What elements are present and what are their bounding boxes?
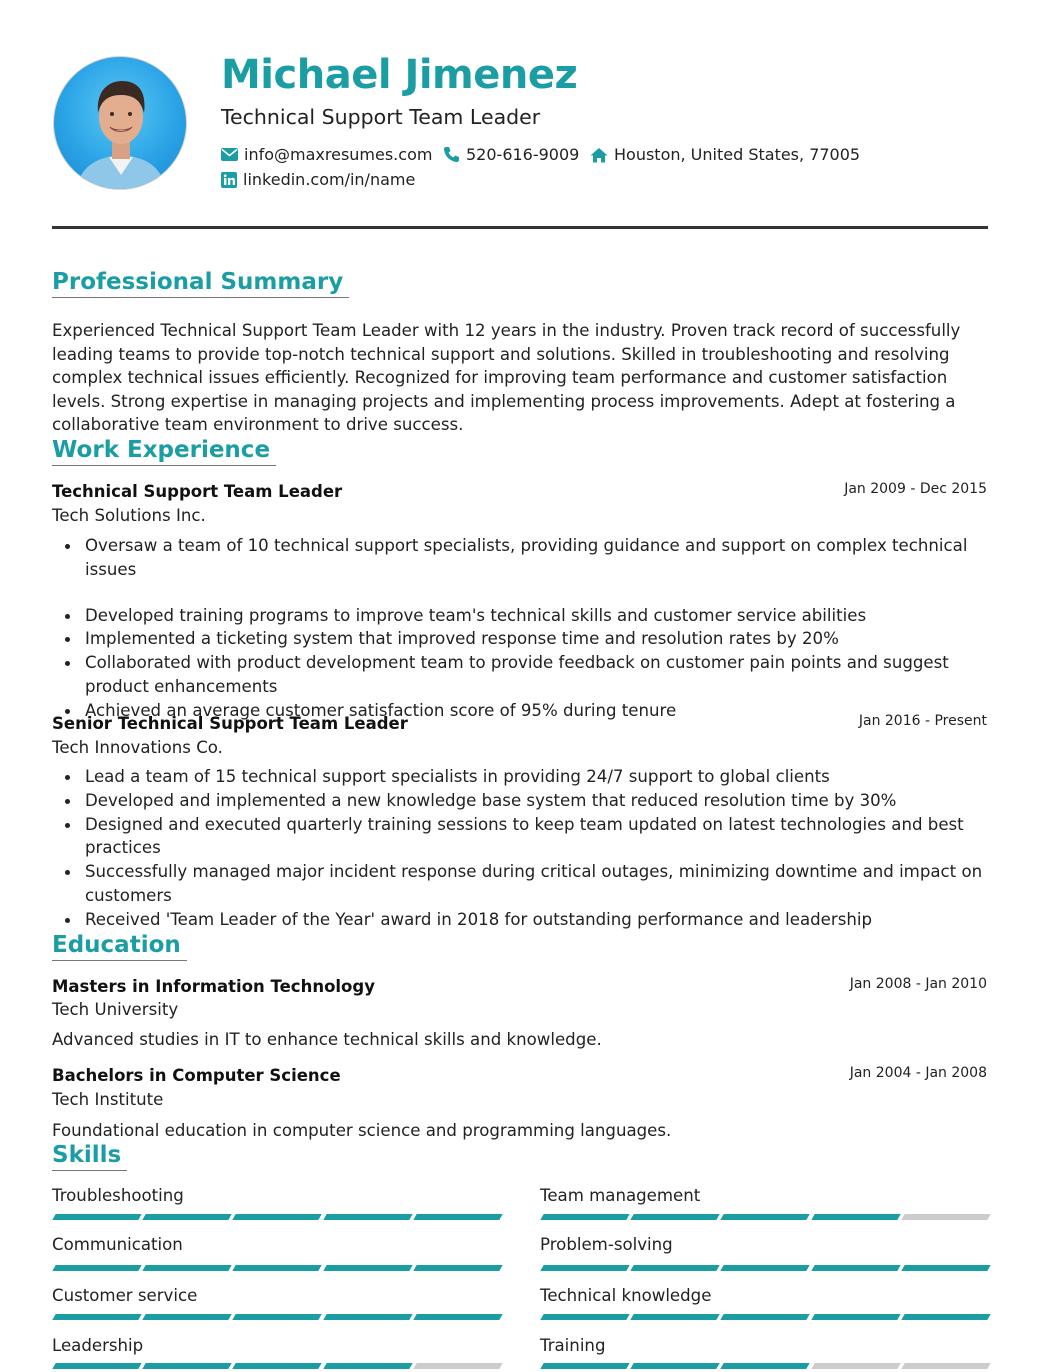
skill-level-segment bbox=[142, 1363, 232, 1369]
candidate-name: Michael Jimenez bbox=[221, 52, 578, 98]
school-name: Tech Institute bbox=[52, 1090, 164, 1109]
list-item: Oversaw a team of 10 technical support specialists, providing guidance and support on complex technical issues bbox=[52, 534, 992, 582]
skill-level-segment bbox=[811, 1265, 901, 1271]
candidate-title: Technical Support Team Leader bbox=[221, 105, 541, 129]
skill-level-segment bbox=[630, 1363, 720, 1369]
job-title: Technical Support Team Leader bbox=[52, 482, 343, 501]
job-dates: Jan 2016 - Present bbox=[858, 713, 987, 729]
profile-photo bbox=[53, 56, 187, 190]
job-bullets bbox=[52, 534, 992, 723]
list-item: Developed training programs to improve team's technical skills and customer service abilities bbox=[52, 604, 992, 628]
skill-level-segment bbox=[52, 1265, 142, 1271]
degree-title: Masters in Information Technology bbox=[52, 977, 375, 996]
skill-level-segment bbox=[323, 1214, 413, 1220]
linkedin-icon bbox=[221, 172, 237, 188]
linkedin-text: linkedin.com/in/name bbox=[243, 170, 416, 189]
skill-label: Leadership bbox=[52, 1336, 144, 1355]
job-dates: Jan 2009 - Dec 2015 bbox=[844, 481, 987, 497]
skill-level-segment bbox=[413, 1363, 503, 1369]
school-name: Tech University bbox=[52, 1000, 179, 1019]
list-item: Successfully managed major incident response during critical outages, minimizing downtime and impact on customers bbox=[52, 860, 992, 908]
skill-bar bbox=[542, 1214, 989, 1220]
list-item: Designed and executed quarterly training sessions to keep team updated on latest technologies and best practices bbox=[52, 813, 992, 861]
skill-bar bbox=[542, 1314, 989, 1320]
skill-level-segment bbox=[540, 1363, 630, 1369]
skill-level-segment bbox=[721, 1214, 811, 1220]
education-description: Advanced studies in IT to enhance technical skills and knowledge. bbox=[52, 1030, 602, 1049]
skill-level-segment bbox=[721, 1314, 811, 1320]
job-company: Tech Innovations Co. bbox=[52, 738, 223, 757]
header-divider bbox=[52, 226, 988, 229]
skill-level-segment bbox=[142, 1314, 232, 1320]
skill-level-segment bbox=[142, 1214, 232, 1220]
skill-level-segment bbox=[811, 1363, 901, 1369]
job-company: Tech Solutions Inc. bbox=[52, 506, 206, 525]
person-illustration bbox=[54, 57, 187, 190]
skill-level-segment bbox=[721, 1265, 811, 1271]
location-text: Houston, United States, 77005 bbox=[614, 145, 861, 164]
skill-label: Training bbox=[540, 1336, 606, 1355]
skill-level-segment bbox=[901, 1363, 991, 1369]
skill-level-segment bbox=[901, 1214, 991, 1220]
skill-level-segment bbox=[630, 1265, 720, 1271]
list-item: Collaborated with product development team to provide feedback on customer pain points and suggest product enhancements bbox=[52, 651, 992, 699]
skill-level-segment bbox=[323, 1363, 413, 1369]
list-item: Implemented a ticketing system that improved response time and resolution rates by 20% bbox=[52, 627, 992, 651]
contact-phone[interactable] bbox=[443, 145, 579, 164]
education-description: Foundational education in computer science and programming languages. bbox=[52, 1121, 672, 1140]
skill-level-segment bbox=[52, 1214, 142, 1220]
skill-label: Problem-solving bbox=[540, 1235, 673, 1254]
skill-level-segment bbox=[233, 1363, 323, 1369]
skill-level-segment bbox=[901, 1314, 991, 1320]
list-item: Developed and implemented a new knowledge base system that reduced resolution time by 30% bbox=[52, 789, 992, 813]
skill-level-segment bbox=[233, 1214, 323, 1220]
skill-level-segment bbox=[413, 1214, 503, 1220]
skill-level-segment bbox=[540, 1265, 630, 1271]
phone-icon bbox=[443, 146, 460, 163]
skill-level-segment bbox=[540, 1214, 630, 1220]
skill-label: Communication bbox=[52, 1235, 183, 1254]
skill-bar bbox=[54, 1214, 501, 1220]
skill-level-segment bbox=[630, 1314, 720, 1320]
education-dates: Jan 2004 - Jan 2008 bbox=[849, 1065, 987, 1081]
job-bullets bbox=[52, 765, 992, 932]
skill-level-segment bbox=[52, 1314, 142, 1320]
skill-level-segment bbox=[413, 1314, 503, 1320]
job-title: Senior Technical Support Team Leader bbox=[52, 714, 408, 733]
skill-level-segment bbox=[52, 1363, 142, 1369]
skill-level-segment bbox=[323, 1265, 413, 1271]
list-item: Lead a team of 15 technical support specialists in providing 24/7 support to global clients bbox=[52, 765, 992, 789]
degree-title: Bachelors in Computer Science bbox=[52, 1066, 341, 1085]
skill-level-segment bbox=[811, 1314, 901, 1320]
skill-bar bbox=[542, 1265, 989, 1271]
skill-bar bbox=[54, 1314, 501, 1320]
skill-bar bbox=[542, 1363, 989, 1369]
contact-email[interactable] bbox=[221, 145, 432, 164]
skill-level-segment bbox=[540, 1314, 630, 1320]
home-icon bbox=[590, 147, 608, 163]
skill-level-segment bbox=[901, 1265, 991, 1271]
contact-linkedin[interactable] bbox=[221, 170, 415, 189]
skill-level-segment bbox=[721, 1363, 811, 1369]
skill-label: Customer service bbox=[52, 1286, 198, 1305]
phone-text: 520-616-9009 bbox=[466, 145, 580, 164]
skill-level-segment bbox=[233, 1265, 323, 1271]
skill-level-segment bbox=[233, 1314, 323, 1320]
skill-level-segment bbox=[142, 1265, 232, 1271]
skill-level-segment bbox=[413, 1265, 503, 1271]
summary-heading: Professional Summary bbox=[52, 269, 349, 298]
skill-label: Troubleshooting bbox=[52, 1186, 184, 1205]
experience-heading: Work Experience bbox=[52, 437, 276, 466]
summary-text: Experienced Technical Support Team Leader with 12 years in the industry. Proven track record of successfully leading teams to provide top-notch technical support and solutions. Skilled in troubleshooting and resolving complex technical issues efficiently. Recognized for improving team performance and customer satisfaction levels. Strong expertise in managing projects and implementing process improvements. Adept at fostering a collaborative team environment to drive success. bbox=[52, 321, 961, 434]
list-item: Received 'Team Leader of the Year' award in 2018 for outstanding performance and leadership bbox=[52, 908, 992, 932]
skill-bar bbox=[54, 1363, 501, 1369]
skill-label: Technical knowledge bbox=[540, 1286, 712, 1305]
skill-level-segment bbox=[323, 1314, 413, 1320]
envelope-icon bbox=[221, 148, 238, 161]
skill-label: Team management bbox=[540, 1186, 701, 1205]
skill-level-segment bbox=[811, 1214, 901, 1220]
email-text: info@maxresumes.com bbox=[244, 145, 433, 164]
list-item: Achieved an average customer satisfaction score of 95% during tenure bbox=[52, 699, 992, 723]
education-heading: Education bbox=[52, 932, 187, 961]
skill-level-segment bbox=[630, 1214, 720, 1220]
education-dates: Jan 2008 - Jan 2010 bbox=[849, 976, 987, 992]
skills-heading: Skills bbox=[52, 1142, 127, 1171]
contact-location bbox=[590, 145, 860, 164]
skill-bar bbox=[54, 1265, 501, 1271]
